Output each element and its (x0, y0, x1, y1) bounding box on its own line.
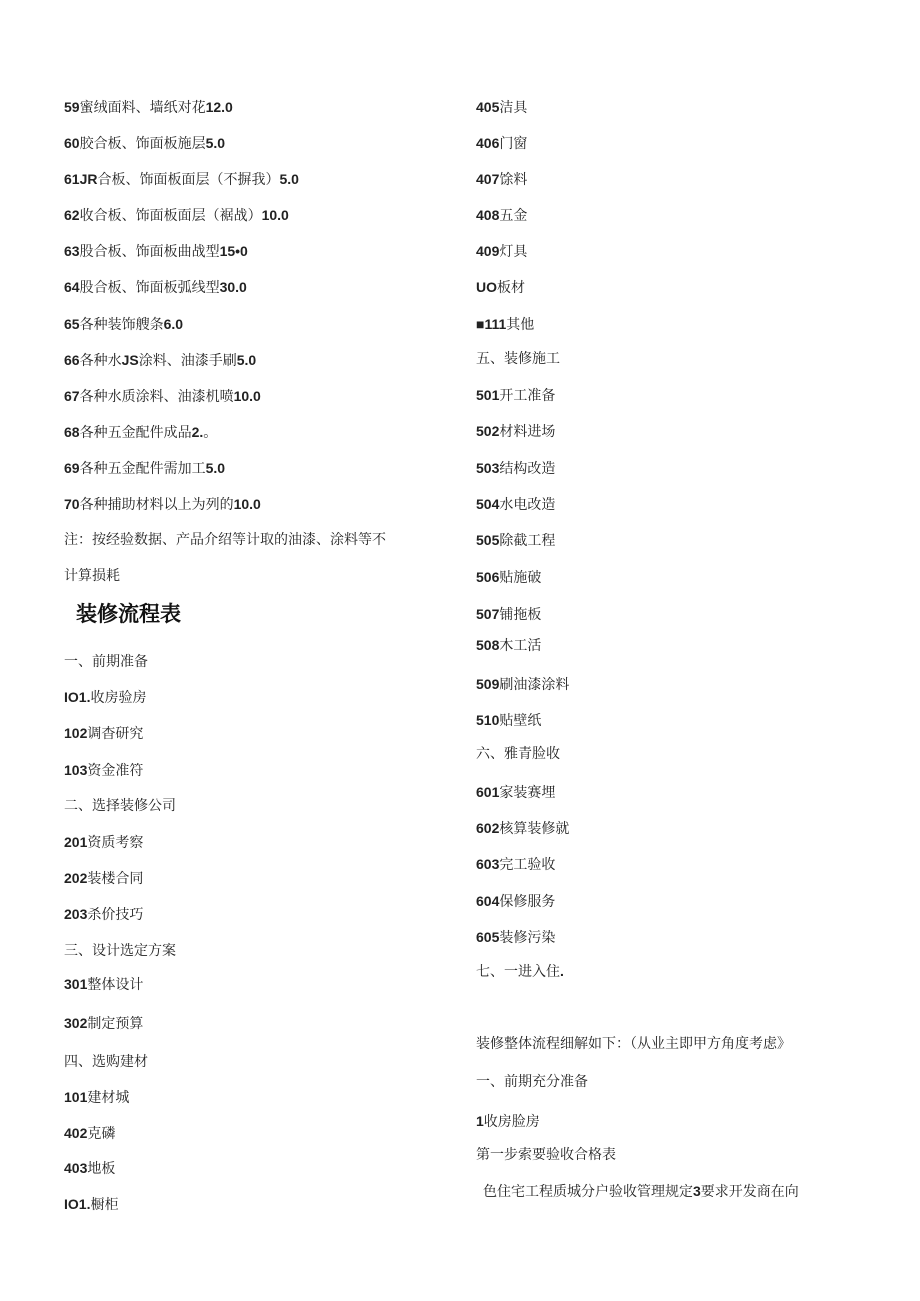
flow-step: 407馀料 (476, 171, 528, 188)
section-heading: 装修流程表 (76, 602, 181, 626)
loss-rate-item: 69各种五金配件需加工5.0 (64, 460, 226, 477)
loss-rate-item: 66各种水JS涂料、油漆手刷5.0 (64, 352, 257, 369)
flow-step: 403地板 (64, 1160, 116, 1177)
flow-step: 201资质考察 (64, 834, 144, 851)
flow-section-title: 二、选择装修公司 (64, 798, 176, 814)
loss-rate-item: 65各种装饰艘条6.0 (64, 316, 184, 333)
flow-step: UO板材 (476, 279, 525, 296)
loss-rate-item: 68各种五金配件成品2.。 (64, 424, 218, 441)
loss-rate-item: 67各种水质涂料、油漆机喷10.0 (64, 388, 261, 405)
flow-step: 603完工验收 (476, 856, 556, 873)
flow-step: 510贴壁纸 (476, 712, 542, 729)
flow-step: IO1.橱柜 (64, 1196, 119, 1213)
left-column (64, 0, 454, 1301)
flow-step: 409灯具 (476, 243, 528, 260)
flow-section-title: 三、设计选定方案 (64, 943, 176, 959)
flow-step: IO1.收房验房 (64, 689, 147, 706)
flow-step: 508木工活 (476, 637, 542, 654)
loss-rate-item: 70各种捕助材料以上为列的10.0 (64, 496, 261, 513)
flow-step: 1收房脸房 (476, 1113, 540, 1130)
flow-section-title: 一、前期充分准备 (476, 1074, 588, 1090)
detail-line: 色住宅工程质城分户验收管理规定3要求开发商在向 (483, 1183, 799, 1200)
flow-step: 604保修服务 (476, 893, 556, 910)
flow-section-title: 四、选购建材 (64, 1054, 148, 1070)
loss-rate-item: 59蜜绒面料、墙纸对花12.0 (64, 99, 233, 116)
flow-step: 101建材城 (64, 1089, 130, 1106)
flow-step: 408五金 (476, 207, 528, 224)
loss-rate-item: 62收合板、饰面板面层（裾战）10.0 (64, 207, 289, 224)
loss-rate-item: 61JR合板、饰面板面层（不摒我）5.0 (64, 171, 299, 188)
flow-step: 507铺拖板 (476, 606, 542, 623)
flow-step: 406门窗 (476, 135, 528, 152)
flow-section-title: 七、一进入住. (476, 963, 564, 980)
flow-section-title: 五、装修施工 (476, 351, 560, 367)
flow-step: 601家装赛埋 (476, 784, 556, 801)
flow-step: 202装楼合同 (64, 870, 144, 887)
flow-step: 301整体设计 (64, 976, 144, 993)
note-line: 注：按经验数据、产品介绍等计取的油漆、涂料等不 (64, 532, 386, 548)
flow-section-title: 一、前期准备 (64, 654, 148, 670)
detail-line: 第一步索要验收合格表 (476, 1147, 616, 1163)
flow-step: 203杀价技巧 (64, 906, 144, 923)
loss-rate-item: 60胶合板、饰面板施层5.0 (64, 135, 226, 152)
flow-step: 405洁具 (476, 99, 528, 116)
flow-step: 302制定预算 (64, 1015, 144, 1032)
flow-step: 102调杳研究 (64, 725, 144, 742)
flow-step: 402克磷 (64, 1125, 116, 1142)
flow-step: 505除截工程 (476, 532, 556, 549)
flow-step: 509刷油漆涂料 (476, 676, 570, 693)
flow-step: 602核算装修就 (476, 820, 570, 837)
flow-step: 503结构改造 (476, 460, 556, 477)
detail-intro: 装修整体流程细解如下：（从业主即甲方角度考虑》 (476, 1036, 791, 1052)
flow-section-title: 六、雅青脸收 (476, 746, 560, 762)
flow-step: 504水电改造 (476, 496, 556, 513)
flow-step: 501开工准备 (476, 387, 556, 404)
flow-step: 506贴施破 (476, 569, 542, 586)
loss-rate-item: 63股合板、饰面板曲战型15•0 (64, 243, 248, 260)
flow-step: 502材料进场 (476, 423, 556, 440)
flow-step: 605装修污染 (476, 929, 556, 946)
note-line: 计算损耗 (64, 568, 120, 584)
flow-step: ■111其他 (476, 316, 535, 333)
flow-step: 103资金准符 (64, 762, 144, 779)
right-column (476, 0, 876, 1301)
loss-rate-item: 64股合板、饰面板弧线型30.0 (64, 279, 247, 296)
